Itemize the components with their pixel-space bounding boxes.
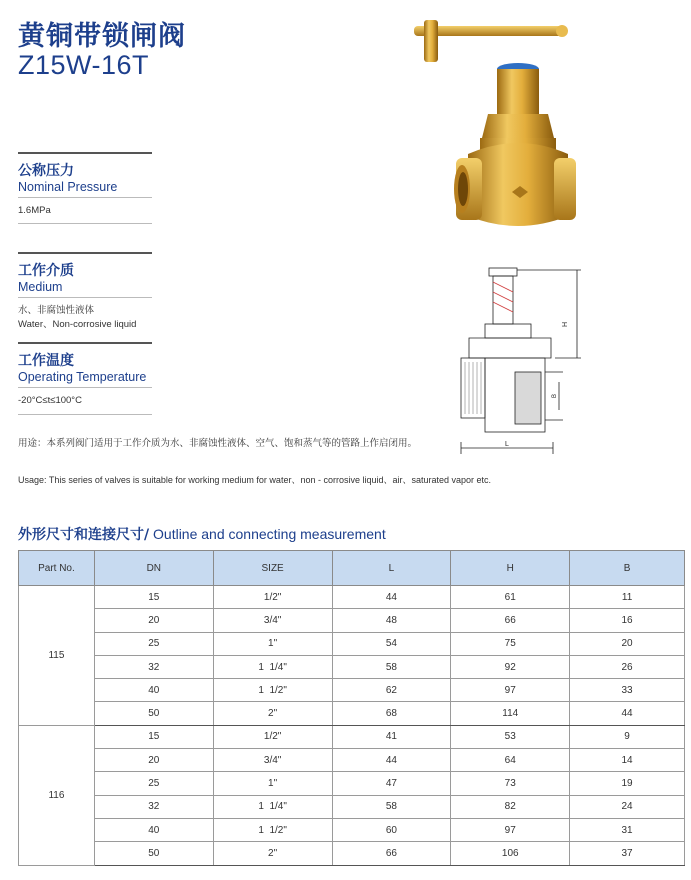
page-title: 黄铜带锁闸阀	[18, 21, 186, 52]
dn-cell: 15	[94, 725, 213, 748]
spec-label-cn: 工作介质	[18, 263, 74, 279]
divider	[18, 152, 152, 154]
model-number: Z15W-16T	[18, 50, 150, 80]
dn-cell: 32	[94, 655, 213, 678]
size-cell: 1 1/2"	[213, 818, 332, 841]
h-cell: 66	[451, 609, 570, 632]
dimension-table	[18, 550, 685, 866]
divider	[18, 414, 152, 415]
dn-cell: 40	[94, 679, 213, 702]
h-cell: 73	[451, 772, 570, 795]
size-cell: 1 1/4"	[213, 655, 332, 678]
h-cell: 97	[451, 679, 570, 702]
l-cell: 44	[332, 749, 451, 772]
b-cell: 16	[570, 609, 685, 632]
header-l: L	[332, 551, 451, 586]
spec-value: -20°C≤t≤100°C	[18, 395, 82, 406]
size-cell: 1/2"	[213, 586, 332, 609]
divider	[18, 297, 152, 298]
part-number-cell: 115	[19, 586, 95, 726]
divider	[18, 387, 152, 388]
spec-operating-temperature	[18, 342, 152, 415]
table-row	[19, 749, 685, 772]
spec-medium	[18, 252, 152, 332]
divider	[18, 223, 152, 224]
dn-cell: 25	[94, 772, 213, 795]
b-cell: 20	[570, 632, 685, 655]
dn-cell: 25	[94, 632, 213, 655]
table-row	[19, 632, 685, 655]
l-cell: 62	[332, 679, 451, 702]
table-row	[19, 586, 685, 609]
section-title-en: Outline and connecting measurement	[149, 526, 386, 542]
l-cell: 44	[332, 586, 451, 609]
size-cell: 1 1/2"	[213, 679, 332, 702]
l-cell: 68	[332, 702, 451, 725]
b-cell: 33	[570, 679, 685, 702]
spec-value-en: Water、Non-corrosive liquid	[18, 318, 137, 330]
dimension-label-h: H	[562, 321, 569, 327]
divider	[18, 197, 152, 198]
b-cell: 24	[570, 795, 685, 818]
spec-nominal-pressure	[18, 152, 152, 224]
spec-label-cn: 公称压力	[18, 163, 74, 179]
h-cell: 114	[451, 702, 570, 725]
l-cell: 41	[332, 725, 451, 748]
spec-value: 水、非腐蚀性液体	[18, 305, 95, 316]
dn-cell: 40	[94, 818, 213, 841]
table-group-115	[19, 586, 685, 726]
h-cell: 92	[451, 655, 570, 678]
dimension-label-b: B	[552, 393, 558, 398]
h-cell: 61	[451, 586, 570, 609]
dimension-label-l: L	[505, 441, 509, 448]
table-row	[19, 818, 685, 841]
b-cell: 31	[570, 818, 685, 841]
spec-label-en: Nominal Pressure	[18, 180, 118, 194]
l-cell: 66	[332, 842, 451, 865]
size-cell: 1"	[213, 772, 332, 795]
h-cell: 97	[451, 818, 570, 841]
dn-cell: 50	[94, 842, 213, 865]
size-cell: 3/4"	[213, 609, 332, 632]
l-cell: 58	[332, 795, 451, 818]
dn-cell: 15	[94, 586, 213, 609]
h-cell: 64	[451, 749, 570, 772]
table-row	[19, 842, 685, 865]
spec-value: 1.6MPa	[18, 205, 51, 216]
spec-label-cn: 工作温度	[18, 353, 74, 369]
dn-cell: 32	[94, 795, 213, 818]
table-row	[19, 795, 685, 818]
size-cell: 2"	[213, 702, 332, 725]
l-cell: 60	[332, 818, 451, 841]
spec-label-en: Medium	[18, 280, 63, 294]
spec-label-en: Operating Temperature	[18, 370, 147, 384]
b-cell: 37	[570, 842, 685, 865]
size-cell: 1 1/4"	[213, 795, 332, 818]
size-cell: 1"	[213, 632, 332, 655]
table-row	[19, 609, 685, 632]
part-number-cell: 116	[19, 725, 95, 865]
h-cell: 75	[451, 632, 570, 655]
table-section-title	[18, 524, 386, 544]
table-header-row	[19, 551, 685, 586]
table-row	[19, 772, 685, 795]
divider	[18, 342, 152, 344]
l-cell: 58	[332, 655, 451, 678]
dn-cell: 20	[94, 749, 213, 772]
size-cell: 2"	[213, 842, 332, 865]
usage-text-en: Usage: This series of valves is suitable for working medium for water、non - corrosive liquid、air、saturated vapor etc.	[18, 475, 492, 485]
table-row	[19, 702, 685, 725]
header-b: B	[570, 551, 685, 586]
header-h: H	[451, 551, 570, 586]
size-cell: 3/4"	[213, 749, 332, 772]
b-cell: 19	[570, 772, 685, 795]
valve-section-drawing	[455, 262, 585, 457]
table-row	[19, 725, 685, 748]
l-cell: 47	[332, 772, 451, 795]
divider	[18, 252, 152, 254]
dn-cell: 50	[94, 702, 213, 725]
b-cell: 11	[570, 586, 685, 609]
dn-cell: 20	[94, 609, 213, 632]
l-cell: 48	[332, 609, 451, 632]
usage-text-cn: 用途：本系列阀门适用于工作介质为水、非腐蚀性液体、空气、饱和蒸气等的管路上作启闭用。	[18, 438, 418, 449]
table-group-116	[19, 725, 685, 865]
table-row	[19, 679, 685, 702]
valve-photo	[400, 14, 580, 239]
b-cell: 9	[570, 725, 685, 748]
b-cell: 26	[570, 655, 685, 678]
h-cell: 82	[451, 795, 570, 818]
header-dn: DN	[94, 551, 213, 586]
header-size: SIZE	[213, 551, 332, 586]
b-cell: 44	[570, 702, 685, 725]
section-title-cn: 外形尺寸和连接尺寸/	[18, 527, 150, 543]
l-cell: 54	[332, 632, 451, 655]
table-row	[19, 655, 685, 678]
h-cell: 53	[451, 725, 570, 748]
header-part-no: Part No.	[19, 551, 95, 586]
b-cell: 14	[570, 749, 685, 772]
h-cell: 106	[451, 842, 570, 865]
size-cell: 1/2"	[213, 725, 332, 748]
